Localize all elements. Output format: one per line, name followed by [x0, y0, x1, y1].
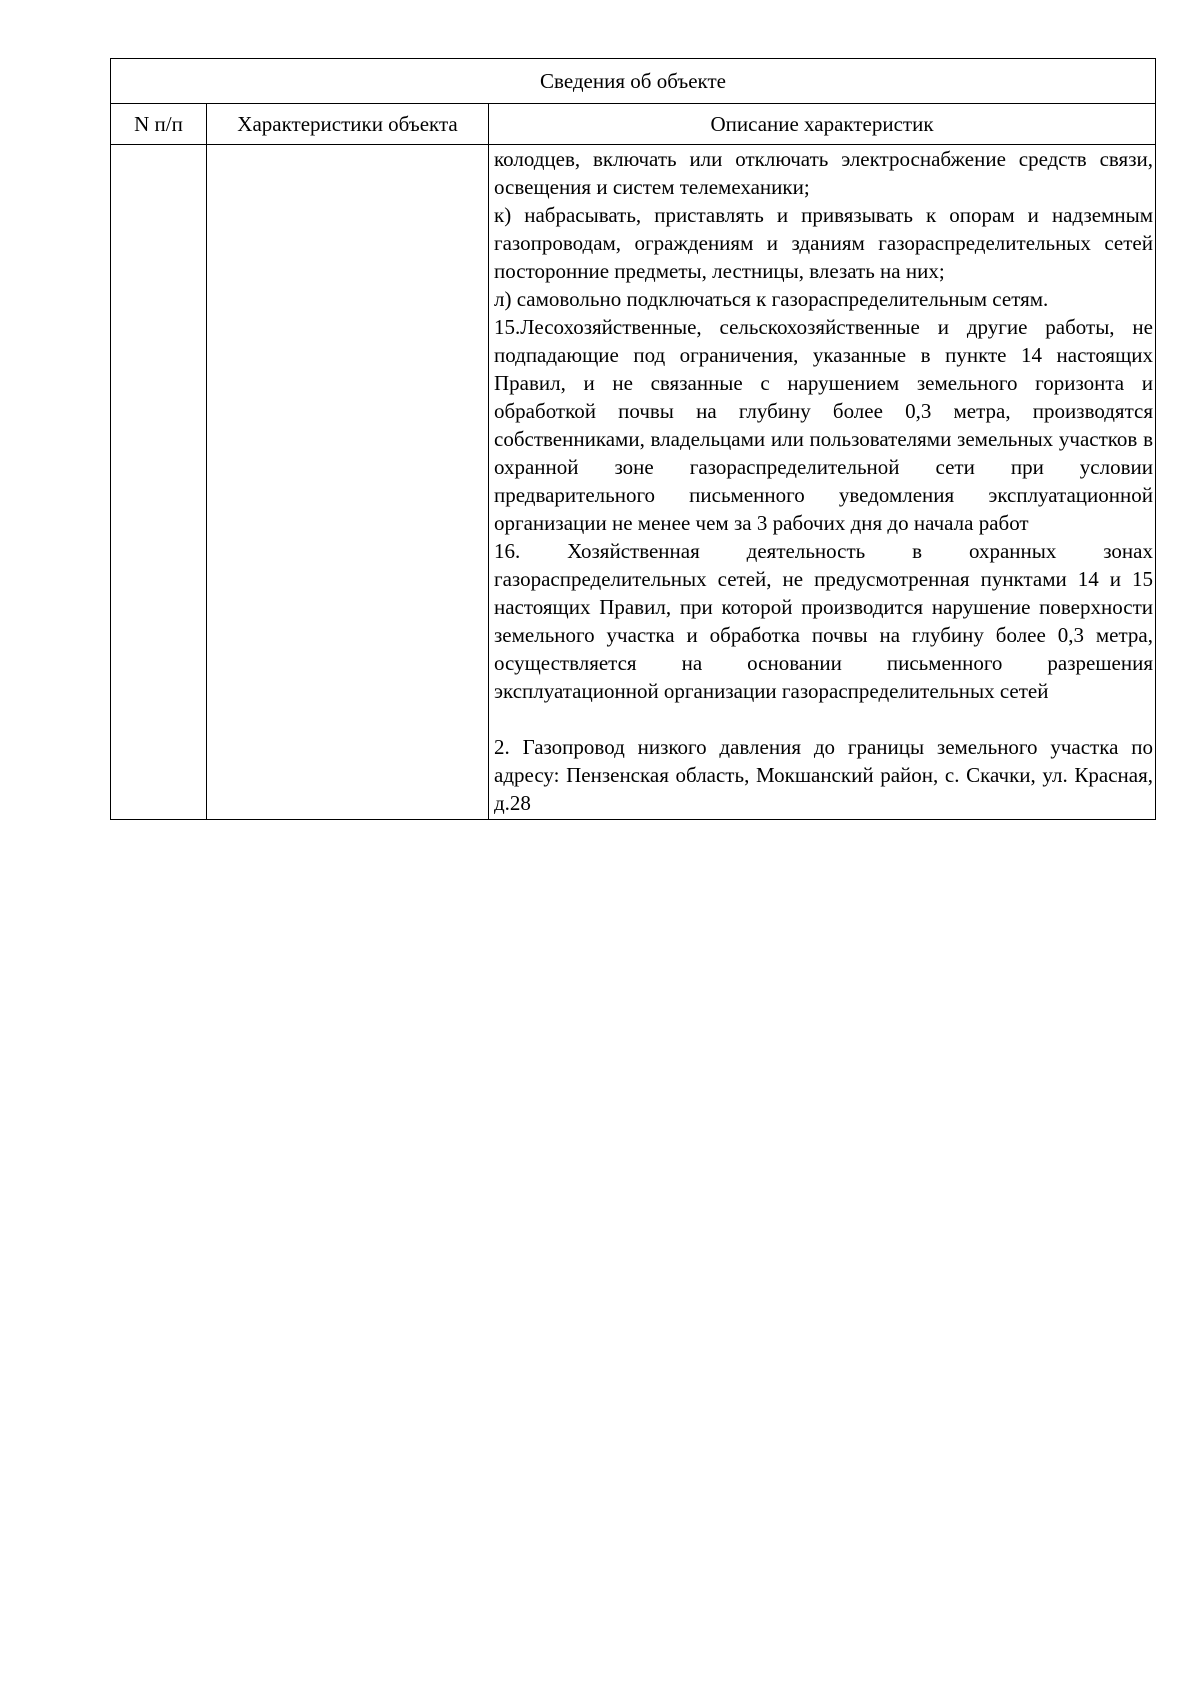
header-characteristic: Характеристики объекта	[207, 104, 489, 145]
description-paragraph-wells: колодцев, включать или отключать электроснабжение средств связи, освещения и систем телемеханики;	[494, 147, 1153, 199]
description-paragraph-16: 16. Хозяйственная деятельность в охранных зонах газораспределительных сетей, не предусмотренная пунктами 14 и 15 настоящих Правил, при которой производится нарушение поверхности земельного участка и обработка почвы на глубину более 0,3 метра, осуществляется на основании письменного разрешения эксплуатационной организации газораспределительных сетей	[494, 539, 1153, 703]
description-paragraph-k: к) набрасывать, приставлять и привязывать к опорам и надземным газопроводам, ограждениям и зданиям газораспределительных сетей посторонние предметы, лестницы, влезать на них;	[494, 203, 1153, 283]
table-header-row	[111, 104, 1156, 145]
object-info-table	[110, 58, 1156, 820]
paragraph-spacer	[494, 705, 1153, 733]
cell-characteristic	[207, 145, 489, 820]
description-paragraph-gas-pipeline: 2. Газопровод низкого давления до границы земельного участка по адресу: Пензенская область, Мокшанский район, с. Скачки, ул. Красная, д.28	[494, 735, 1153, 815]
header-number: N п/п	[111, 104, 207, 145]
table-title-row	[111, 59, 1156, 104]
description-paragraph-15: 15.Лесохозяйственные, сельскохозяйственные и другие работы, не подпадающие под ограничения, указанные в пункте 14 настоящих Правил, и не связанные с нарушением земельного горизонта и обработкой почвы на глубину более 0,3 метра, производятся собственниками, владельцами или пользователями земельных участков в охранной зоне газораспределительной сети при условии предварительного письменного уведомления эксплуатационной организации не менее чем за 3 рабочих дня до начала работ	[494, 315, 1153, 535]
description-paragraph-l: л) самовольно подключаться к газораспределительным сетям.	[494, 287, 1049, 311]
table-title: Сведения об объекте	[111, 59, 1156, 104]
cell-description	[489, 145, 1156, 820]
header-description: Описание характеристик	[489, 104, 1156, 145]
cell-number	[111, 145, 207, 820]
table-row	[111, 145, 1156, 820]
